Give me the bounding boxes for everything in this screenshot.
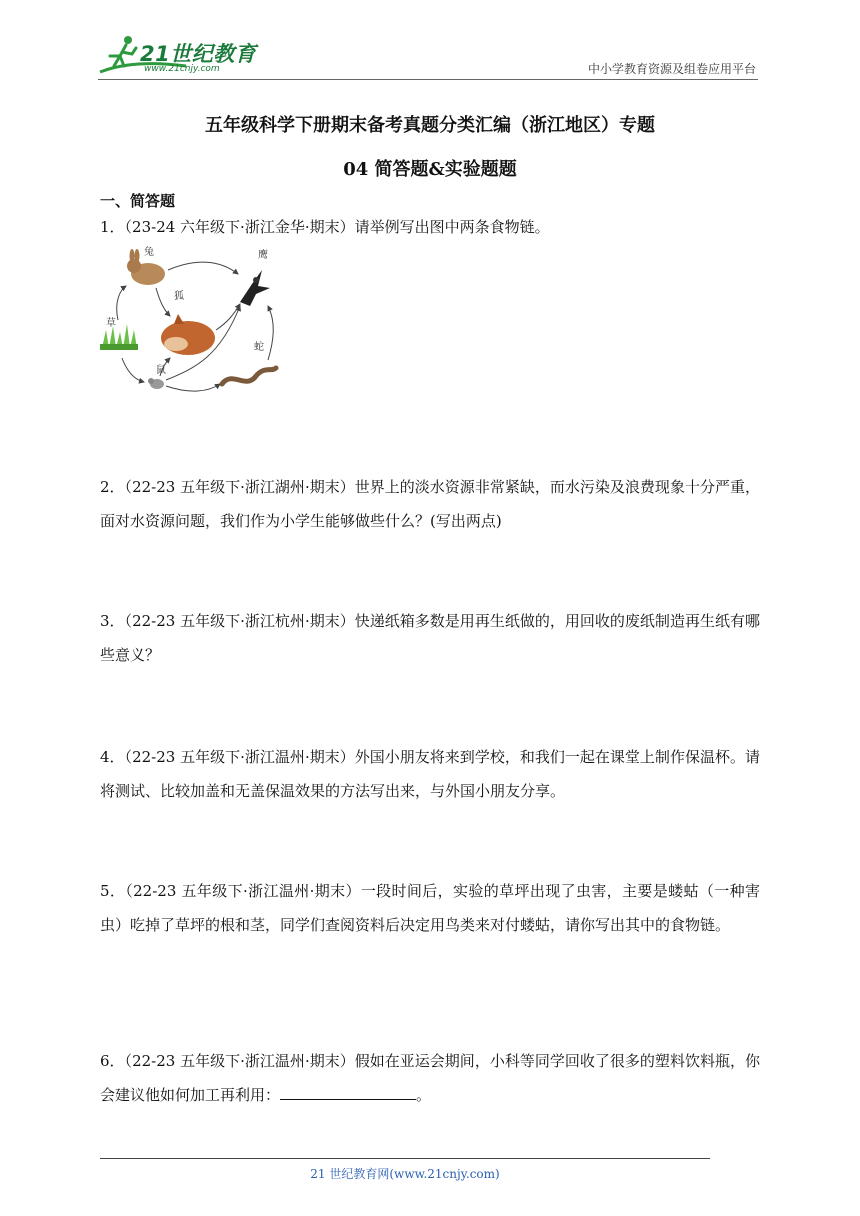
header-divider bbox=[98, 79, 758, 80]
page-subtitle: 04 简答题&实验题题 bbox=[343, 159, 517, 180]
question-text: 6．（22-23 五年级下·浙江温州·期末）假如在亚运会期间，小科等同学回收了很多的塑料饮料瓶，你会建议他如何加工再利用： bbox=[100, 1052, 760, 1104]
header-platform-text: 中小学教育资源及组卷应用平台 bbox=[587, 62, 756, 76]
question-1 bbox=[100, 210, 760, 244]
question-text-end: 。 bbox=[416, 1086, 432, 1104]
question-text: 2．（22-23 五年级下·浙江湖州·期末）世界上的淡水资源非常紧缺，而水污染及浪费现象十分严重，面对水资源问题，我们作为小学生能够做些什么？(写出两点) bbox=[100, 478, 760, 530]
rabbit-label: 兔 bbox=[144, 247, 154, 258]
eagle-icon bbox=[240, 270, 270, 306]
question-4 bbox=[100, 740, 760, 808]
snake-label: 蛇 bbox=[254, 342, 264, 353]
answer-blank[interactable] bbox=[280, 1098, 416, 1100]
food-web-image bbox=[100, 244, 290, 404]
snake-icon bbox=[222, 368, 276, 384]
question-text: 5．（22-23 五年级下·浙江温州·期末）一段时间后，实验的草坪出现了虫害，主要是蝼蛄（一种害虫）吃掉了草坪的根和茎，同学们查阅资料后决定用鸟类来对付蝼蛄，请你写出其中的食物链。 bbox=[100, 882, 760, 934]
fox-icon bbox=[161, 314, 215, 355]
logo-url: www.21cnjy.com bbox=[144, 64, 220, 74]
eagle-label: 鹰 bbox=[258, 250, 268, 261]
logo-text: 21世纪教育 bbox=[140, 42, 257, 66]
question-text: 1．（23-24 六年级下·浙江金华·期末）请举例写出图中两条食物链。 bbox=[100, 218, 550, 236]
question-text: 4．（22-23 五年级下·浙江温州·期末）外国小朋友将来到学校，和我们一起在课堂上制作保温杯。请将测试、比较加盖和无盖保温效果的方法写出来，与外国小朋友分享。 bbox=[100, 748, 760, 800]
question-5 bbox=[100, 874, 760, 942]
footer-link[interactable]: 21 世纪教育网(www.21cnjy.com) bbox=[310, 1167, 500, 1181]
question-3 bbox=[100, 604, 760, 672]
grass-label: 草 bbox=[106, 318, 116, 329]
question-2 bbox=[100, 470, 760, 538]
mouse-icon bbox=[148, 378, 164, 389]
fox-label: 狐 bbox=[174, 291, 184, 302]
mouse-label: 鼠 bbox=[156, 365, 166, 376]
page-title: 五年级科学下册期末备考真题分类汇编（浙江地区）专题 bbox=[205, 115, 655, 136]
footer-divider bbox=[100, 1158, 710, 1159]
section-heading: 一、简答题 bbox=[100, 192, 176, 210]
question-text: 3．（22-23 五年级下·浙江杭州·期末）快递纸箱多数是用再生纸做的，用回收的废纸制造再生纸有哪些意义？ bbox=[100, 612, 760, 664]
question-6 bbox=[100, 1044, 760, 1112]
